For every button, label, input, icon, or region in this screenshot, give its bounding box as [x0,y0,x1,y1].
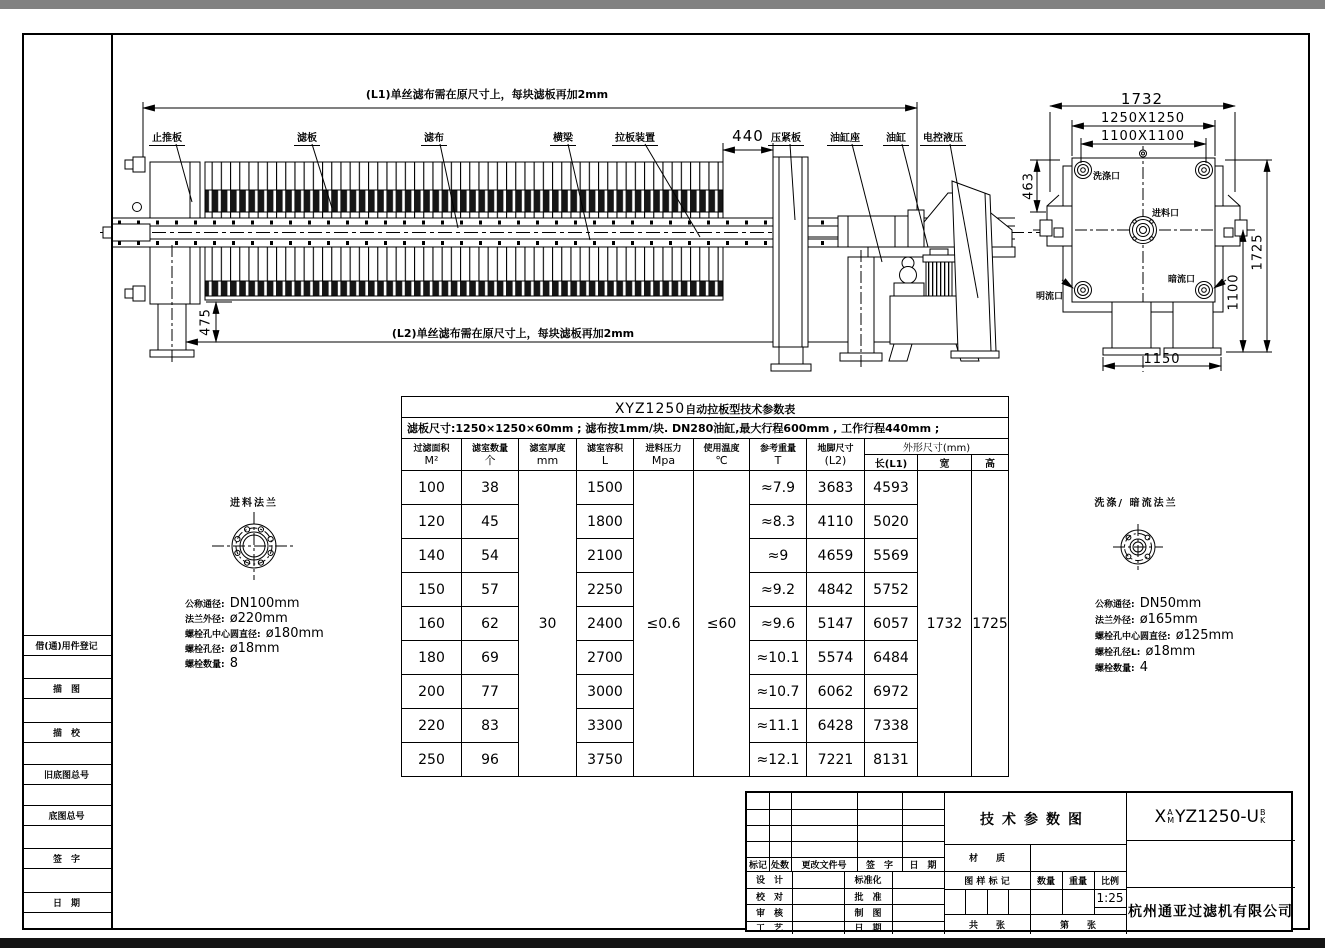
cell-weight: ≈12.1 [750,743,807,777]
quantity-label: 数量 [1036,876,1055,887]
dim-1100: 1100 [1226,273,1242,311]
cell-weight: ≈9.2 [750,573,807,607]
wash-flange-title: 洗涤/ 暗流法兰 [1094,498,1178,509]
label-filter-plate: 滤板 [294,129,320,146]
scale-value: 1:25 [1096,891,1124,905]
cell-thickness: 30 [519,471,577,777]
label-hydraulic-control: 电控液压 [920,129,966,146]
cell-area: 150 [402,573,462,607]
rev-header-mark: 标记 [748,860,767,871]
col-header-l1: 长(L1) [865,455,918,471]
cell-l1: 6972 [865,675,918,709]
table-title [402,397,1009,418]
table-header-row [402,439,1009,455]
cell-area: 120 [402,505,462,539]
cell-volume: 3750 [577,743,634,777]
cell-l1: 5752 [865,573,918,607]
col-header-footprint: 地脚尺寸 (L2) [807,439,865,471]
feed-flange-spec [185,652,238,671]
cell-pressure: ≤0.6 [634,471,694,777]
cell-l2: 3683 [807,471,865,505]
scale-label: 比例 [1100,876,1119,887]
spec-value: ø125mm [1175,628,1234,643]
cell-weight: ≈9 [750,539,807,573]
table-title-model: XYZ1250 [614,400,686,417]
rev-header-signature: 签 字 [865,860,893,871]
col-header-outline: 外形尺寸(mm) [865,439,1009,455]
cell-volume: 1500 [577,471,634,505]
col-header-volume: 滤室容积 L [577,439,634,471]
col-header-width: 宽 [918,455,972,471]
l1-dimension-note: (L1)单丝滤布需在原尺寸上，每块滤板再加2mm [365,88,609,101]
cell-chambers: 38 [462,471,519,505]
table-spec: 滤板尺寸:1250×1250×60mm ; 滤布按1mm/块. DN280油缸,最大行程600mm , 工作行程440mm ; [402,418,1009,439]
cell-volume: 2700 [577,641,634,675]
cell-chambers: 45 [462,505,519,539]
cell-area: 200 [402,675,462,709]
cell-volume: 2100 [577,539,634,573]
approval-design: 设 计 [755,876,783,886]
drawing-number-part: YZ1250-U [1175,806,1259,827]
spec-label: 螺栓孔径L: [1095,648,1141,658]
dim-1100x1100: 1100X1100 [1100,129,1186,144]
sidebar-item-master-no: 底图总号 [22,805,111,826]
cell-weight: ≈11.1 [750,709,807,743]
approval-approve: 批 准 [854,892,882,903]
drawing-sidebar [22,33,113,930]
company-name: 杭州通亚过滤机有限公司 [1128,903,1293,920]
cell-area: 250 [402,743,462,777]
spec-label: 公称通径: [185,600,225,610]
sidebar-item-traced-by: 描 图 [22,678,111,699]
sidebar-item-old-master-no: 旧底图总号 [22,764,111,785]
cell-chambers: 62 [462,607,519,641]
wash-flange-drawing [1113,524,1163,570]
approval-date: 日 期 [854,924,882,934]
spec-value: ø18mm [229,641,280,656]
label-thrust-plate: 止推板 [149,129,185,146]
label-cylinder-seat: 油缸座 [827,129,863,146]
sidebar-item-trace-check: 描 校 [22,722,111,743]
approval-process: 工 艺 [755,924,783,934]
mark-label: 图 样 标 记 [964,876,1010,887]
cell-l2: 5147 [807,607,865,641]
spec-label: 法兰外径: [1095,616,1135,626]
cell-weight: ≈9.6 [750,607,807,641]
approval-review: 审 核 [755,909,783,919]
cell-temperature: ≤60 [694,471,750,777]
spec-label: 法兰外径: [185,615,225,625]
col-header-weight: 参考重量 T [750,439,807,471]
spec-value: ø180mm [265,626,324,641]
spec-value: 4 [1139,660,1148,675]
cell-l1: 5569 [865,539,918,573]
drawing-number: X A M YZ1250-U B K [1154,806,1266,827]
approval-check: 校 对 [755,892,783,903]
cell-chambers: 83 [462,709,519,743]
sheets-total-label: 共 张 [968,920,1005,931]
cell-l2: 6062 [807,675,865,709]
sidebar-item-signature: 签 字 [22,848,111,869]
cell-l2: 4110 [807,505,865,539]
cell-area: 220 [402,709,462,743]
cell-chambers: 54 [462,539,519,573]
cell-volume: 3000 [577,675,634,709]
col-header-thickness: 滤室厚度 mm [519,439,577,471]
dim-463: 463 [1021,172,1037,200]
approval-drafting: 制 图 [854,909,882,919]
col-header-pressure: 进料压力 Mpa [634,439,694,471]
parameter-table [401,396,1009,777]
col-header-area: 过滤面积 M² [402,439,462,471]
sidebar-item-borrowed-parts: 借(通)用件登记 [22,635,111,656]
spec-label: 螺栓数量: [1095,664,1135,674]
drawing-title: 技术参数图 [980,811,1090,828]
cell-l1: 4593 [865,471,918,505]
col-header-temperature: 使用温度 ℃ [694,439,750,471]
label-beam: 横梁 [550,129,576,146]
col-header-height: 高 [972,455,1009,471]
label-wash-port: 洗涤口 [1093,172,1121,182]
label-filter-cloth: 滤布 [421,129,447,146]
cell-area: 140 [402,539,462,573]
label-plate-shifter: 拉板装置 [612,129,658,146]
param-table-body [402,471,1009,777]
approval-standardization: 标准化 [854,876,882,886]
drawing-number-part: X [1154,806,1167,827]
cell-chambers: 96 [462,743,519,777]
feed-flange-drawing [212,512,296,580]
spec-value: ø220mm [229,611,288,626]
dim-1250x1250: 1250X1250 [1100,111,1186,126]
cell-area: 180 [402,641,462,675]
spec-value: ø165mm [1139,612,1198,627]
dim-1732: 1732 [1120,90,1164,108]
label-cylinder: 油缸 [883,129,909,146]
cell-l2: 7221 [807,743,865,777]
cell-weight: ≈10.1 [750,641,807,675]
cell-l2: 4842 [807,573,865,607]
cell-weight: ≈8.3 [750,505,807,539]
spec-label: 螺栓数量: [185,660,225,670]
feed-flange-title: 进料法兰 [230,498,278,509]
cell-volume: 2400 [577,607,634,641]
rev-header-count: 处数 [770,860,789,871]
spec-label: 螺栓孔中心圆直径: [1095,632,1171,642]
cell-weight: ≈7.9 [750,471,807,505]
cell-volume: 3300 [577,709,634,743]
spec-value: DN100mm [229,596,300,611]
title-block [745,791,1293,932]
dim-1725: 1725 [1250,233,1266,271]
cell-l1: 6057 [865,607,918,641]
spec-value: 8 [229,656,238,671]
end-view-drawing [1030,106,1272,372]
dim-475: 475 [198,308,214,336]
cell-width: 1732 [918,471,972,777]
dim-1150: 1150 [1143,352,1181,367]
label-feed-port: 进料口 [1152,209,1180,219]
spec-label: 公称通径: [1095,600,1135,610]
sidebar-item-date: 日 期 [22,892,111,913]
cell-l2: 6428 [807,709,865,743]
label-press-plate: 压紧板 [768,129,804,146]
spec-label: 螺栓孔中心圆直径: [185,630,261,640]
cell-height: 1725 [972,471,1009,777]
dim-440: 440 [732,127,764,145]
cell-weight: ≈10.7 [750,675,807,709]
cell-l1: 8131 [865,743,918,777]
weight-label: 重量 [1068,876,1087,887]
wash-flange-spec [1095,656,1148,675]
sheet-no-label: 第 张 [1059,920,1096,931]
spec-label: 螺栓孔径: [185,645,225,655]
cell-l1: 5020 [865,505,918,539]
label-dark-flow-port: 暗流口 [1168,275,1196,285]
cell-volume: 2250 [577,573,634,607]
table-spec-row [402,418,1009,439]
cell-chambers: 77 [462,675,519,709]
cell-volume: 1800 [577,505,634,539]
cell-area: 160 [402,607,462,641]
label-open-flow-port: 明流口 [1036,292,1064,302]
cell-l2: 4659 [807,539,865,573]
spec-value: DN50mm [1139,596,1202,611]
rev-header-date: 日 期 [909,860,937,871]
cell-chambers: 57 [462,573,519,607]
table-title-row [402,397,1009,418]
cell-l1: 7338 [865,709,918,743]
rev-header-doc-no: 更改文件号 [801,860,847,871]
col-header-chambers: 滤室数量 个 [462,439,519,471]
material-label: 材 质 [968,854,1005,864]
table-title-suffix: 自动拉板型技术参数表 [685,402,796,416]
l2-dimension-note: (L2)单丝滤布需在原尺寸上，每块滤板再加2mm [391,327,635,340]
spec-value: ø18mm [1145,644,1196,659]
cell-l2: 5574 [807,641,865,675]
table-row [402,471,1009,505]
cell-chambers: 69 [462,641,519,675]
cell-area: 100 [402,471,462,505]
cell-l1: 6484 [865,641,918,675]
